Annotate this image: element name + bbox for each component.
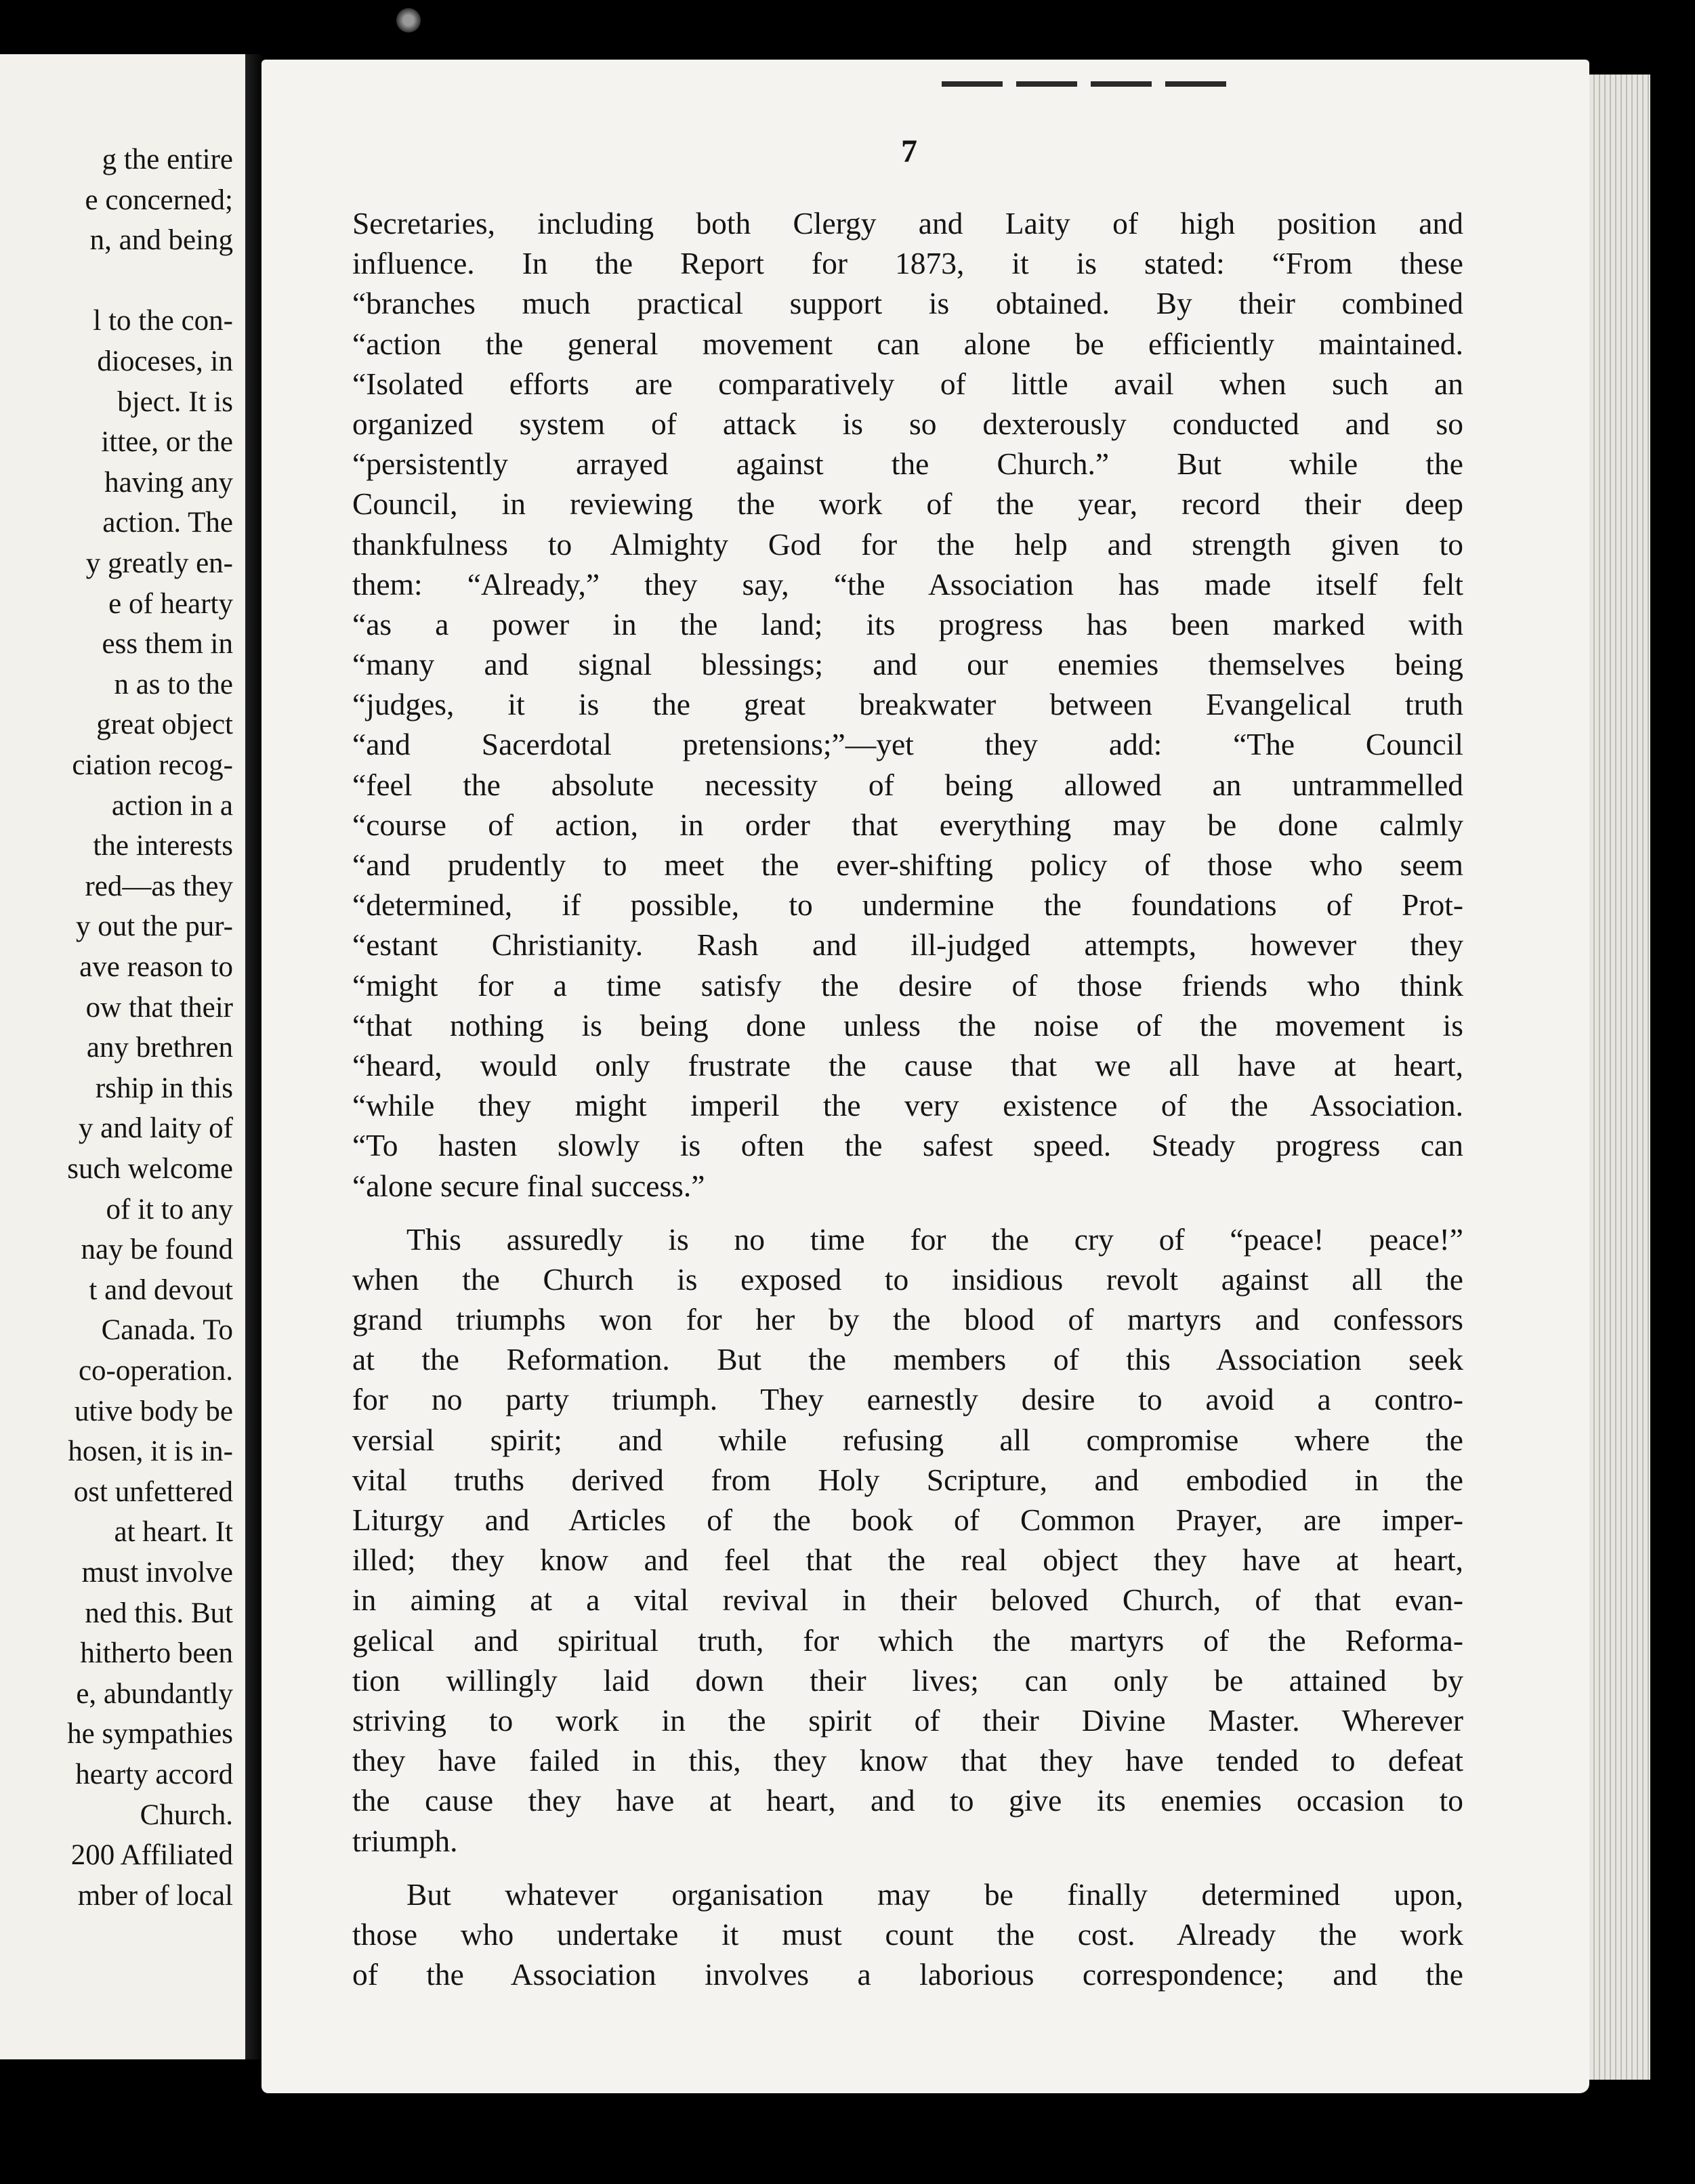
text-line: tion willingly laid down their lives; can only be attained by bbox=[352, 1662, 1463, 1698]
left-page-line: at heart. It bbox=[114, 1516, 233, 1549]
left-page-line: mber of local bbox=[77, 1879, 233, 1912]
text-line: “To hasten slowly is often the safest speed. Steady progress can bbox=[352, 1128, 1463, 1163]
text-line: they have failed in this, they know that they have tended to defeat bbox=[352, 1743, 1463, 1778]
left-page-line: t and devout bbox=[89, 1274, 233, 1306]
left-page-line: e, abundantly bbox=[76, 1677, 233, 1710]
text-line: in aiming at a vital revival in their beloved Church, of that evan- bbox=[352, 1582, 1463, 1618]
text-line: gelical and spiritual truth, for which the martyrs of the Reforma- bbox=[352, 1622, 1463, 1658]
text-line: grand triumphs won for her by the blood of martyrs and confessors bbox=[352, 1302, 1463, 1337]
left-page-line: having any bbox=[104, 466, 233, 499]
left-page-line: n as to the bbox=[114, 668, 233, 700]
text-line: when the Church is exposed to insidious revolt against all the bbox=[352, 1261, 1463, 1297]
text-line: Council, in reviewing the work of the year, record their deep bbox=[352, 486, 1463, 522]
left-page-line: action in a bbox=[111, 789, 233, 822]
left-page-line: hitherto been bbox=[80, 1637, 233, 1670]
text-line: Secretaries, including both Clergy and Laity of high position and bbox=[352, 206, 1463, 240]
left-page-line: ow that their bbox=[85, 991, 233, 1024]
text-line: those who undertake it must count the cost. Already the work bbox=[352, 1916, 1463, 1952]
text-line: “that nothing is being done unless the noise of the movement is bbox=[352, 1007, 1463, 1043]
left-page-line: of it to any bbox=[106, 1193, 233, 1225]
left-page-line: e concerned; bbox=[85, 184, 233, 216]
left-page-line: utive body be bbox=[74, 1395, 233, 1427]
text-line: “course of action, in order that everything may be done calmly bbox=[352, 807, 1463, 842]
left-page-line: Church. bbox=[140, 1799, 233, 1831]
paragraph bbox=[352, 1219, 1463, 1861]
left-page-line: ave reason to bbox=[79, 951, 233, 983]
left-page-line: rship in this bbox=[95, 1072, 233, 1104]
left-page-line: n, and being bbox=[89, 224, 233, 257]
text-line: versial spirit; and while refusing all compromise where the bbox=[352, 1422, 1463, 1457]
text-line: at the Reformation. But the members of this Association seek bbox=[352, 1342, 1463, 1377]
left-page-line: ost unfettered bbox=[73, 1475, 233, 1508]
text-line: triumph. bbox=[352, 1823, 458, 1858]
left-page-line: such welcome bbox=[67, 1153, 233, 1185]
left-page-line: y and laity of bbox=[78, 1112, 233, 1145]
text-line: “persistently arrayed against the Church.” But while the bbox=[352, 446, 1463, 482]
paragraph bbox=[352, 1874, 1463, 1995]
text-line: “and prudently to meet the ever-shifting policy of those who seem bbox=[352, 847, 1463, 882]
left-page-line: hearty accord bbox=[75, 1759, 233, 1790]
text-line: “action the general movement can alone be efficiently maintained. bbox=[352, 326, 1463, 361]
left-page-line: bject. It is bbox=[117, 385, 233, 418]
text-line: them: “Already,” they say, “the Association has made itself felt bbox=[352, 566, 1463, 602]
left-page-line: y greatly en- bbox=[85, 547, 233, 579]
header-rule bbox=[942, 81, 1233, 87]
text-line: organized system of attack is so dexterously conducted and so bbox=[352, 406, 1463, 441]
left-page-line: must involve bbox=[81, 1557, 233, 1589]
left-page-line: nay be found bbox=[81, 1234, 233, 1266]
body-text bbox=[352, 203, 1463, 1994]
text-line: “Isolated efforts are comparatively of little avail when such an bbox=[352, 366, 1463, 401]
left-page-line: 200 Affiliated bbox=[70, 1839, 233, 1872]
text-line: “might for a time satisfy the desire of those friends who think bbox=[352, 967, 1463, 1003]
page-number: 7 bbox=[901, 133, 917, 169]
left-page-line: great object bbox=[96, 709, 233, 741]
text-line: vital truths derived from Holy Scripture, and embodied in the bbox=[352, 1462, 1463, 1497]
left-page-line: action. The bbox=[102, 507, 233, 539]
text-line: “estant Christianity. Rash and ill-judged attempts, however they bbox=[352, 927, 1463, 963]
left-page bbox=[0, 54, 245, 2059]
text-line: influence. In the Report for 1873, it is stated: “From these bbox=[352, 246, 1463, 281]
text-line: “and Sacerdotal pretensions;”—yet they add: “The Council bbox=[352, 727, 1463, 762]
text-line: “as a power in the land; its progress has been marked with bbox=[352, 606, 1463, 642]
text-line: “feel the absolute necessity of being allowed an untrammelled bbox=[352, 767, 1463, 802]
text-line: illed; they know and feel that the real object they have at heart, bbox=[352, 1542, 1463, 1578]
left-page-line: the interests bbox=[93, 830, 233, 862]
dust-speck bbox=[396, 8, 421, 33]
book-gutter bbox=[245, 54, 261, 2059]
text-line: “branches much practical support is obtained. By their combined bbox=[352, 286, 1463, 321]
text-line: “judges, it is the great breakwater between Evangelical truth bbox=[352, 687, 1463, 722]
text-line: “while they might imperil the very existence of the Association. bbox=[352, 1088, 1463, 1123]
text-line: “heard, would only frustrate the cause that we all have at heart, bbox=[352, 1047, 1463, 1083]
left-page-line: Canada. To bbox=[101, 1314, 233, 1347]
left-page-line: ned this. But bbox=[85, 1597, 233, 1629]
text-line: thankfulness to Almighty God for the help and strength given to bbox=[352, 526, 1463, 562]
left-page-line: any brethren bbox=[86, 1032, 233, 1064]
left-page-line: dioceses, in bbox=[97, 345, 233, 377]
left-page-line: co-operation. bbox=[78, 1355, 233, 1387]
left-page-line: he sympathies bbox=[67, 1718, 233, 1750]
text-line: “determined, if possible, to undermine the foundations of Prot- bbox=[352, 887, 1463, 923]
text-line: for no party triumph. They earnestly desire to avoid a contro- bbox=[352, 1382, 1463, 1417]
paragraph bbox=[352, 203, 1463, 1206]
left-page-line: hosen, it is in- bbox=[68, 1435, 233, 1468]
text-line: This assuredly is no time for the cry of “peace! peace!” bbox=[406, 1221, 1463, 1257]
text-line: of the Association involves a laborious correspondence; and the bbox=[352, 1957, 1463, 1992]
left-page-line: g the entire bbox=[102, 144, 233, 175]
left-page-line: ittee, or the bbox=[101, 426, 233, 459]
left-page-line: e of hearty bbox=[108, 587, 233, 620]
text-line: “alone secure final success.” bbox=[352, 1168, 705, 1203]
text-line: Liturgy and Articles of the book of Common Prayer, are imper- bbox=[352, 1503, 1463, 1537]
left-page-line: y out the pur- bbox=[75, 910, 233, 943]
text-line: But whatever organisation may be finally determined upon, bbox=[406, 1876, 1463, 1912]
page-edges bbox=[1589, 75, 1650, 2080]
left-page-line: ess them in bbox=[102, 628, 233, 660]
text-line: the cause they have at heart, and to give its enemies occasion to bbox=[352, 1783, 1463, 1818]
text-line: striving to work in the spirit of their Divine Master. Wherever bbox=[352, 1702, 1463, 1738]
text-line: “many and signal blessings; and our enemies themselves being bbox=[352, 647, 1463, 682]
left-page-line: l to the con- bbox=[93, 305, 233, 337]
left-page-line: ciation recog- bbox=[72, 749, 233, 781]
left-page-line: red—as they bbox=[85, 870, 233, 902]
